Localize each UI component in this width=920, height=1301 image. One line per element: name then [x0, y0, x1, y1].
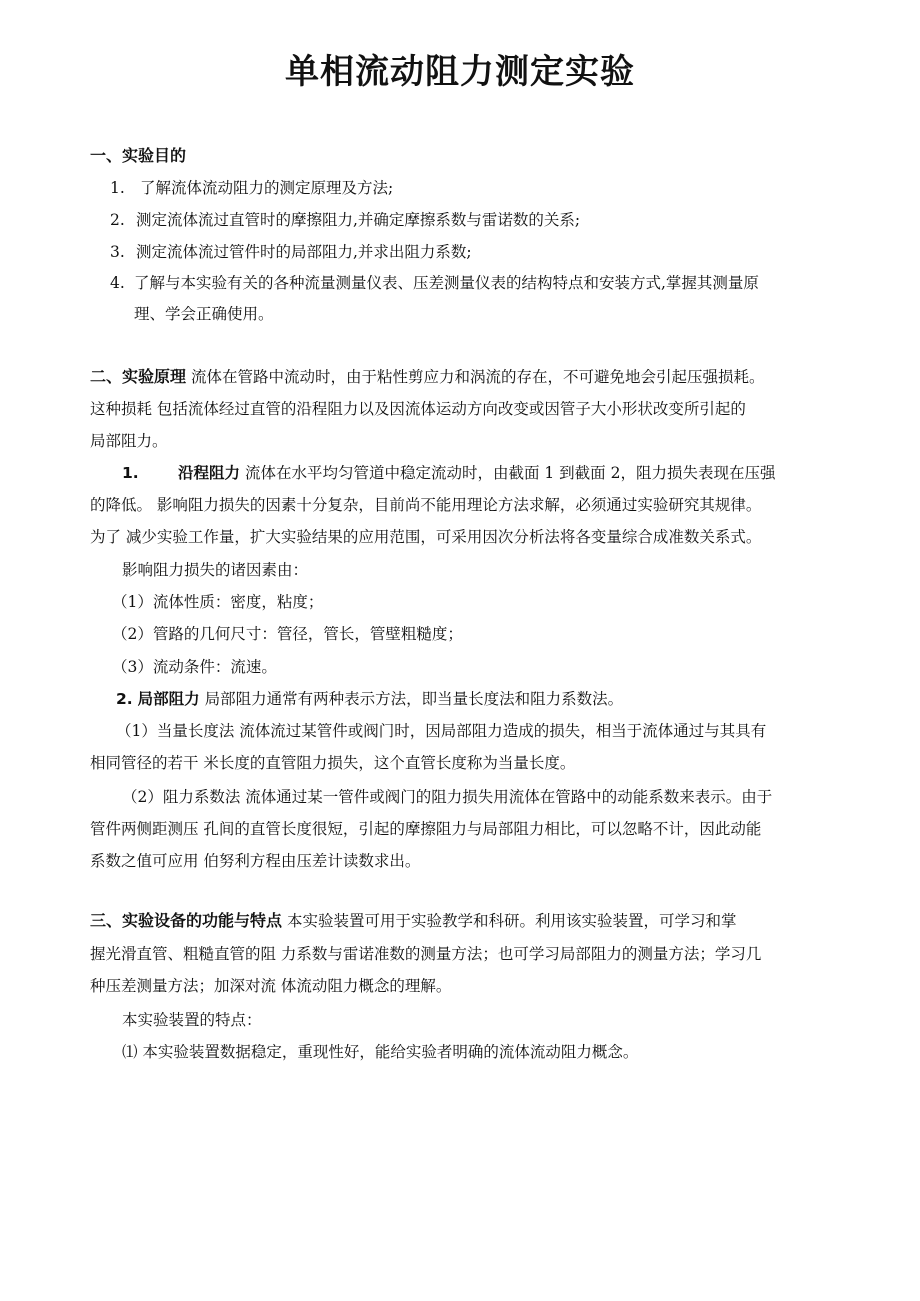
equivalent-length-line-2: 相同管径的若干 米长度的直管阻力损失，这个直管长度称为当量长度。	[90, 754, 576, 772]
local-resistance-text: 局部阻力通常有两种表示方法，即当量长度法和阻力系数法。	[204, 690, 624, 708]
objective-item-3	[110, 242, 472, 262]
principle-intro-line-3: 局部阻力。	[90, 432, 168, 450]
feature-item-1: ⑴ 本实验装置数据稳定，重现性好，能给实验者明确的流体流动阻力概念。	[122, 1043, 639, 1061]
equivalent-length-line-1: （1）当量长度法 流体流过某管件或阀门时，因局部阻力造成的损失，相当于流体通过与其具有	[116, 722, 767, 740]
item-text: 测定流体流过管件时的局部阻力,并求出阻力系数;	[136, 243, 472, 261]
objective-item-4	[110, 273, 759, 293]
friction-loss-line-2: 的降低。 影响阻力损失的因素十分复杂，目前尚不能用理论方法求解，必须通过实验研究其规律。	[90, 496, 762, 514]
objective-item-4-continuation: 理、学会正确使用。	[134, 305, 274, 323]
item-number: 2.	[110, 211, 125, 229]
features-intro: 本实验装置的特点：	[122, 1011, 262, 1029]
local-resistance-label: 局部阻力	[137, 690, 200, 708]
factor-item-2: （2）管路的几何尺寸：管径，管长，管壁粗糙度；	[112, 625, 463, 643]
friction-loss-first-line	[122, 463, 775, 483]
objective-item-2	[110, 210, 580, 230]
subsection-number: 2.	[116, 690, 133, 708]
section-3-heading: 三、实验设备的功能与特点	[90, 911, 283, 930]
resistance-coefficient-line-1: （2）阻力系数法 流体通过某一管件或阀门的阻力损失用流体在管路中的动能系数来表示。由于	[122, 788, 773, 806]
section-2-heading: 二、实验原理	[90, 367, 187, 386]
subsection-number: 1.	[122, 464, 139, 482]
section-2-first-line	[90, 367, 764, 387]
factor-item-1: （1）流体性质：密度，粘度；	[112, 593, 324, 611]
principle-intro-line-1: 流体在管路中流动时，由于粘性剪应力和涡流的存在，不可避免地会引起压强损耗。	[190, 368, 765, 386]
resistance-coefficient-line-2: 管件两侧距测压 孔间的直管长度很短，引起的摩擦阻力与局部阻力相比，可以忽略不计，因此动能	[90, 820, 762, 838]
item-text: 了解流体流动阻力的测定原理及方法;	[140, 179, 394, 197]
item-text: 了解与本实验有关的各种流量测量仪表、压差测量仪表的结构特点和安装方式,掌握其测量原	[134, 274, 759, 292]
principle-intro-line-2: 这种损耗 包括流体经过直管的沿程阻力以及因流体运动方向改变或因管子大小形状改变所引起的	[90, 400, 746, 418]
friction-loss-line-1: 流体在水平均匀管道中稳定流动时，由截面 1 到截面 2，阻力损失表现在压强	[244, 464, 776, 482]
item-number: 3.	[110, 243, 125, 261]
equipment-intro-line-3: 种压差测量方法；加深对流 体流动阻力概念的理解。	[90, 977, 452, 995]
section-3-first-line	[90, 911, 736, 931]
document-title: 单相流动阻力测定实验	[285, 52, 635, 92]
friction-loss-label: 沿程阻力	[178, 464, 241, 482]
item-text: 测定流体流过直管时的摩擦阻力,并确定摩擦系数与雷诺数的关系;	[136, 211, 581, 229]
local-resistance-line	[116, 689, 623, 709]
equipment-intro-line-1: 本实验装置可用于实验教学和科研。利用该实验装置，可学习和掌	[286, 912, 737, 930]
resistance-coefficient-line-3: 系数之值可应用 伯努利方程由压差计读数求出。	[90, 852, 421, 870]
equipment-intro-line-2: 握光滑直管、粗糙直管的阻 力系数与雷诺准数的测量方法；也可学习局部阻力的测量方法；学习几	[90, 945, 762, 963]
friction-loss-line-3: 为了 减少实验工作量，扩大实验结果的应用范围，可采用因次分析法将各变量综合成准数关系式。	[90, 528, 762, 546]
factors-intro: 影响阻力损失的诸因素由：	[122, 561, 309, 579]
section-1-heading: 一、实验目的	[90, 146, 187, 165]
item-number: 4.	[110, 274, 125, 292]
objective-item-1	[110, 178, 393, 198]
item-number: 1.	[110, 179, 125, 197]
factor-item-3: （3）流动条件：流速。	[112, 658, 277, 676]
